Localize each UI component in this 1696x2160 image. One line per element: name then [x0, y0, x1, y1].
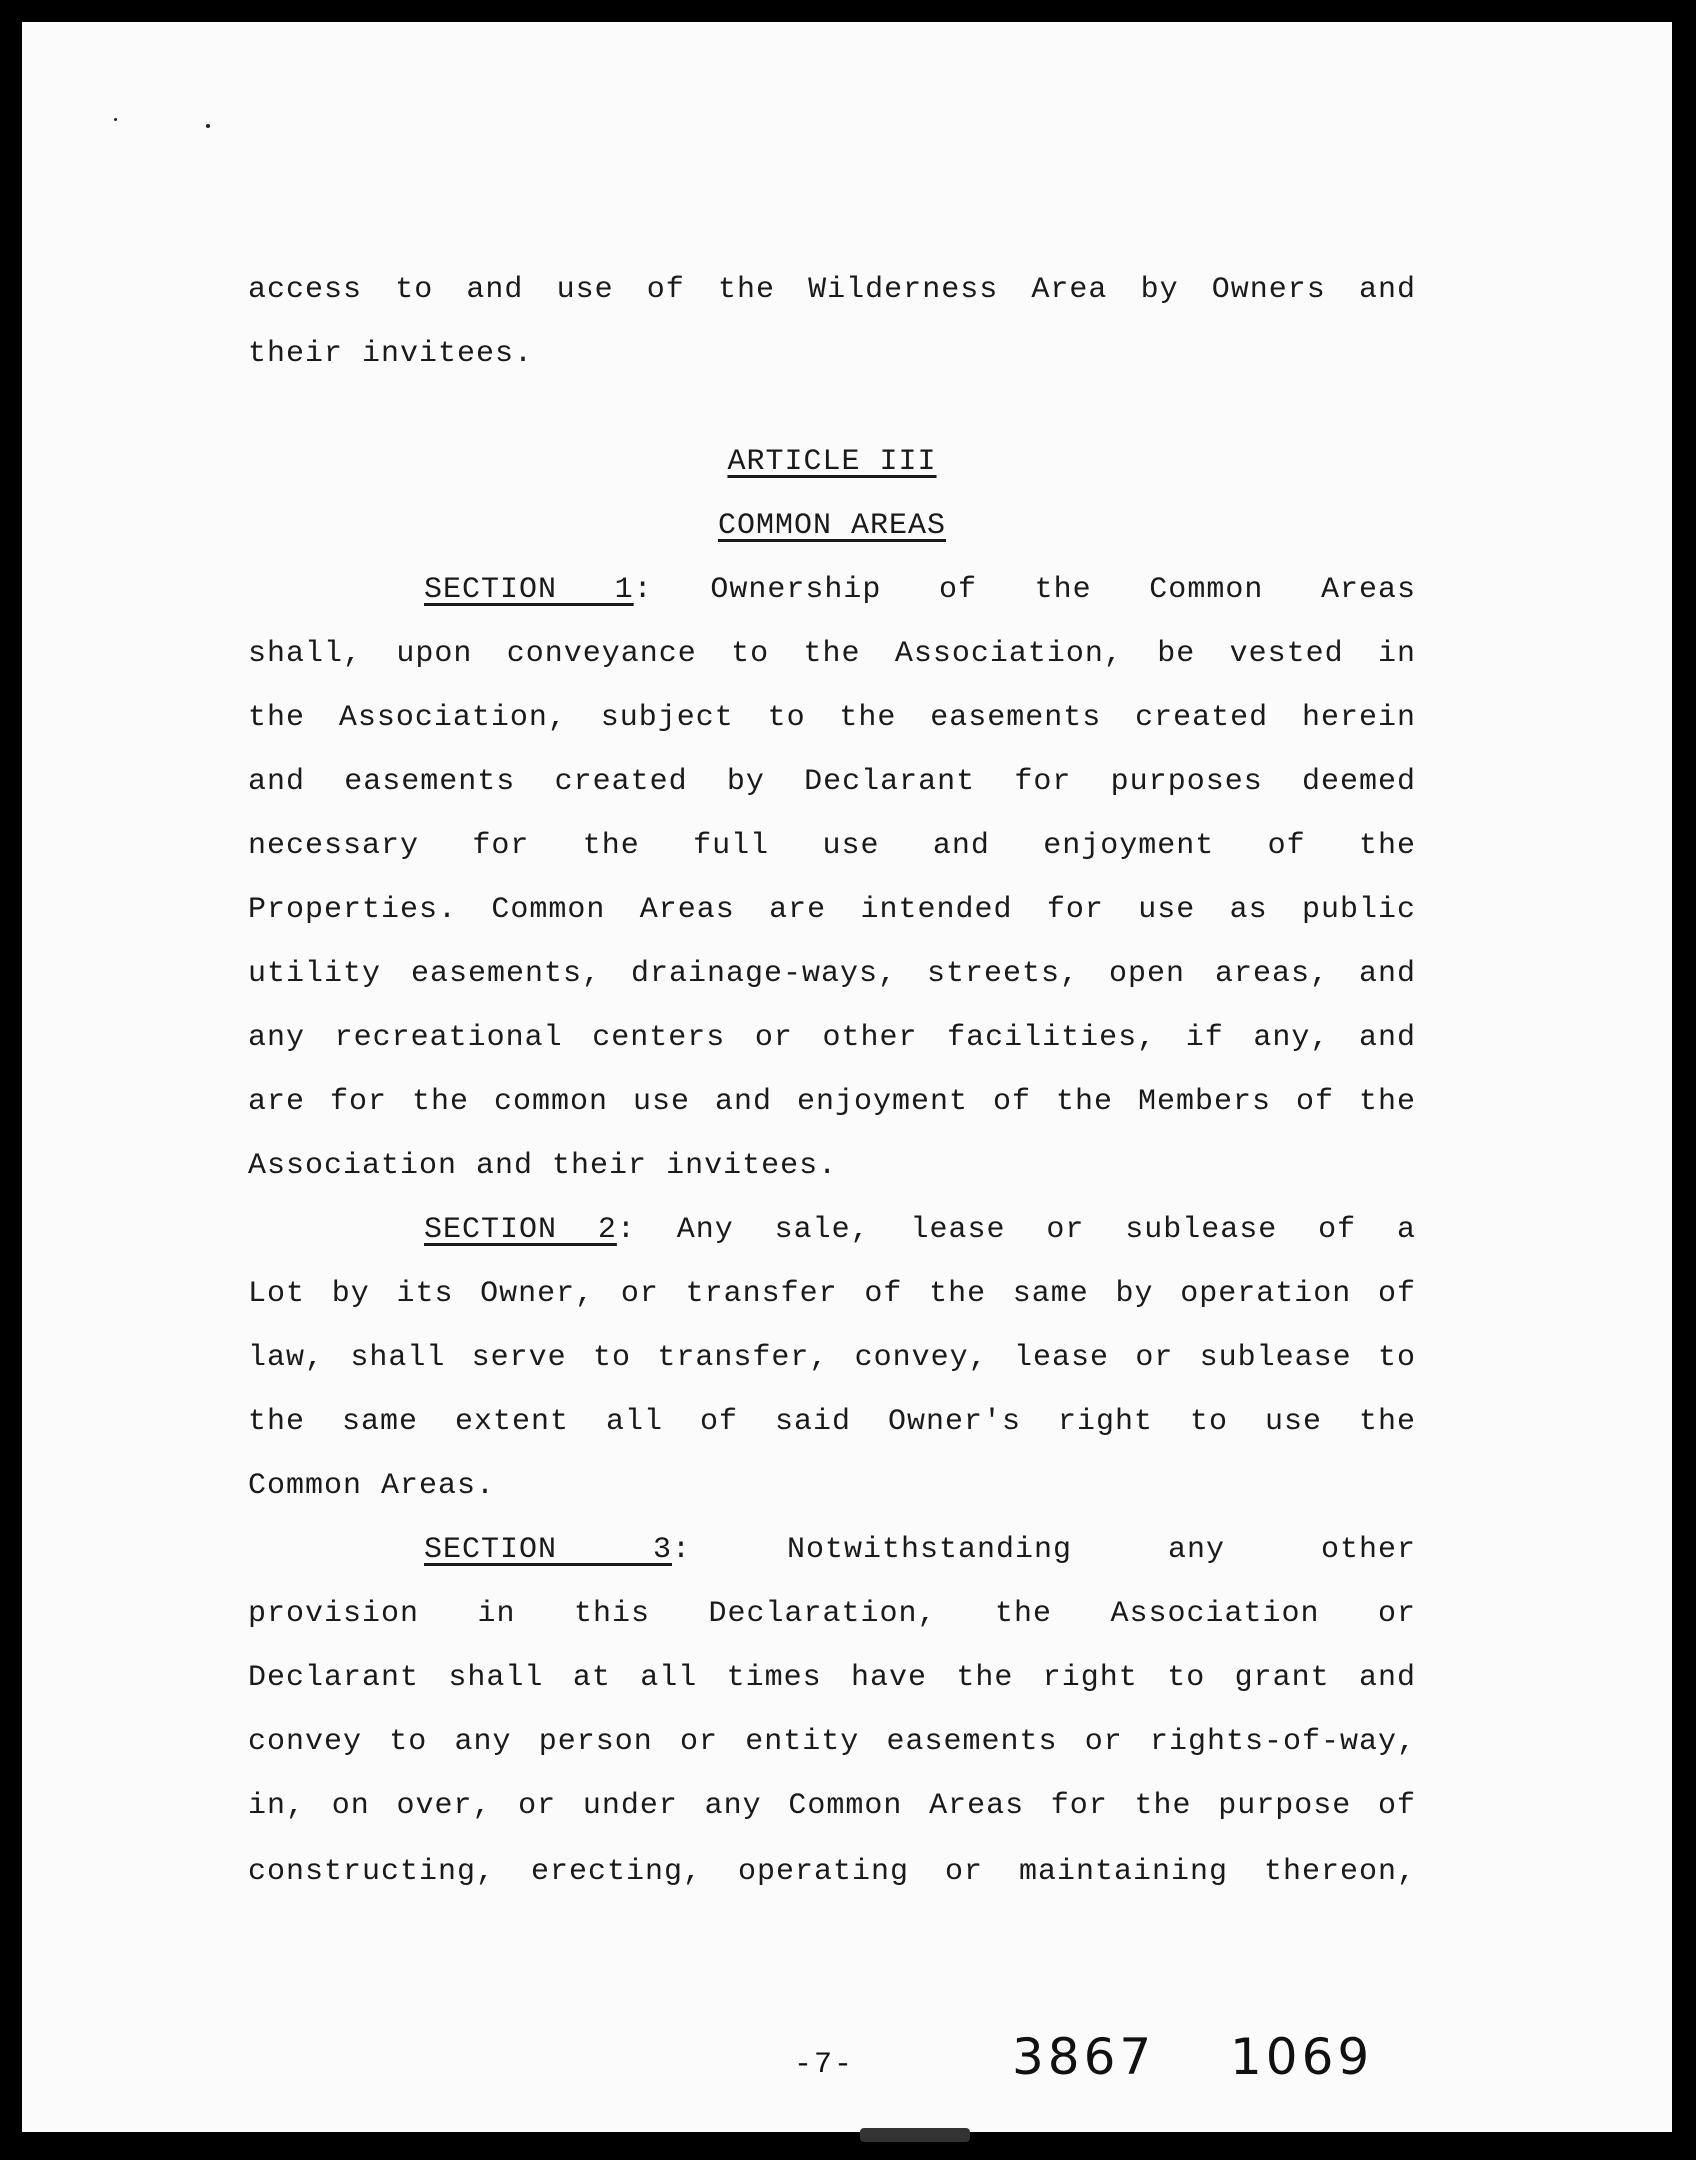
- section-1-line: shall, upon conveyance to the Association, be vested in: [248, 637, 1416, 671]
- section-1-line: and easements created by Declarant for purposes deemed: [248, 765, 1416, 799]
- section-3-line: in, on over, or under any Common Areas for the purpose of: [248, 1789, 1416, 1823]
- intro-line-2: their invitees.: [248, 337, 534, 371]
- section-3-line: constructing, erecting, operating or maintaining thereon,: [248, 1855, 1416, 1889]
- article-subheading: COMMON AREAS: [717, 509, 947, 543]
- scan-speck: [114, 118, 117, 121]
- section-2-label: SECTION 2: [424, 1213, 617, 1247]
- section-3-line: Declarant shall at all times have the right to grant and: [248, 1661, 1416, 1695]
- page-number: -7-: [794, 2048, 855, 2082]
- section-1-line: are for the common use and enjoyment of the Members of the: [248, 1085, 1416, 1119]
- document-page: [22, 22, 1672, 2132]
- section-1-line: Properties. Common Areas are intended for use as public: [248, 893, 1416, 927]
- section-1-line: utility easements, drainage-ways, streets, open areas, and: [248, 957, 1416, 991]
- section-3-line: convey to any person or entity easements or rights-of-way,: [248, 1725, 1416, 1759]
- intro-line-1: access to and use of the Wilderness Area by Owners and: [248, 273, 1416, 307]
- section-3-first-line: SECTION 3: Notwithstanding any other: [424, 1533, 1416, 1567]
- section-3-label: SECTION 3: [424, 1533, 672, 1567]
- scan-artifact: [860, 2128, 970, 2142]
- article-heading: ARTICLE III: [727, 445, 937, 479]
- section-3-line: provision in this Declaration, the Association or: [248, 1597, 1416, 1631]
- section-2-last-line: Common Areas.: [248, 1469, 496, 1503]
- section-2-line: the same extent all of said Owner's right to use the: [248, 1405, 1416, 1439]
- page-stamp-number: 1069: [1230, 2028, 1374, 2086]
- section-1-line: any recreational centers or other facilities, if any, and: [248, 1021, 1416, 1055]
- section-2-line: Lot by its Owner, or transfer of the same by operation of: [248, 1277, 1416, 1311]
- section-2-first-line: SECTION 2: Any sale, lease or sublease of a: [424, 1213, 1417, 1247]
- section-1-line: the Association, subject to the easements created herein: [248, 701, 1416, 735]
- section-1-label: SECTION 1: [424, 573, 634, 607]
- section-2-line: law, shall serve to transfer, convey, lease or sublease to: [248, 1341, 1416, 1375]
- section-1-last-line: Association and their invitees.: [248, 1149, 838, 1183]
- book-number: 3867: [1012, 2028, 1156, 2086]
- scan-speck: [206, 124, 210, 128]
- section-1-first-line: SECTION 1: Ownership of the Common Areas: [424, 573, 1416, 607]
- section-1-line: necessary for the full use and enjoyment of the: [248, 829, 1416, 863]
